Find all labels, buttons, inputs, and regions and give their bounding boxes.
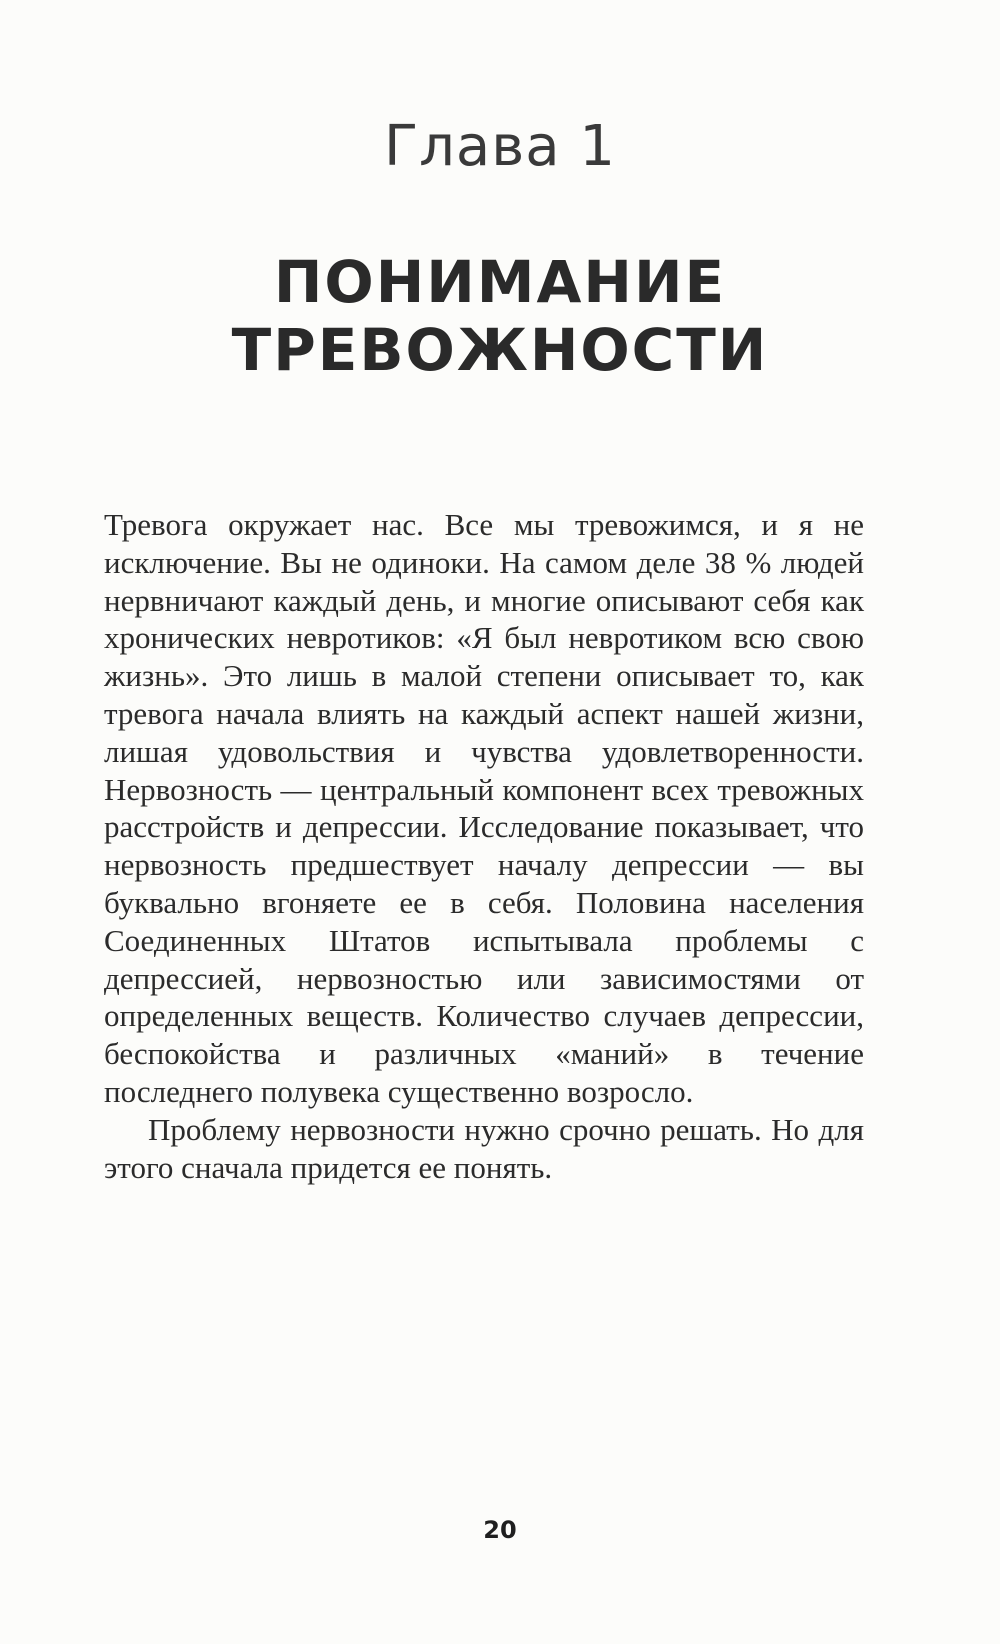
chapter-label: Глава 1 <box>383 114 616 179</box>
page-number: 20 <box>483 1516 517 1544</box>
paragraph-1: Тревога окружает нас. Все мы тревожимся, и я не исключение. Вы не одиноки. На самом деле 38 % людей нервничают каждый день, и многие описывают себя как хронических невротиков: «Я был невротиком всю свою жизнь». Это лишь в малой степени описывает то, как тревога начала влиять на каждый аспект нашей жизни, лишая удовольствия и чувства удовлетворенности. Нервозность — центральный компонент всех тревожных расстройств и депрессии. Исследование показывает, что нервозность предшествует началу депрессии — вы буквально вгоняете ее в себя. Половина населения Соединенных Штатов испытывала проблемы с депрессией, нервозностью или зависимостями от определенных веществ. Количество случаев депрессии, беспокойства и различных «маний» в течение последнего полувека существенно возросло. <box>104 507 864 1109</box>
chapter-title-line-2: ТРЕВОЖНОСТИ <box>231 316 769 384</box>
chapter-title <box>0 248 1000 384</box>
body-text <box>104 506 864 1186</box>
paragraph-2: Проблему нервозности нужно срочно решать. Но для этого сначала придется ее понять. <box>104 1111 864 1185</box>
chapter-title-line-1: ПОНИМАНИЕ <box>273 248 727 316</box>
